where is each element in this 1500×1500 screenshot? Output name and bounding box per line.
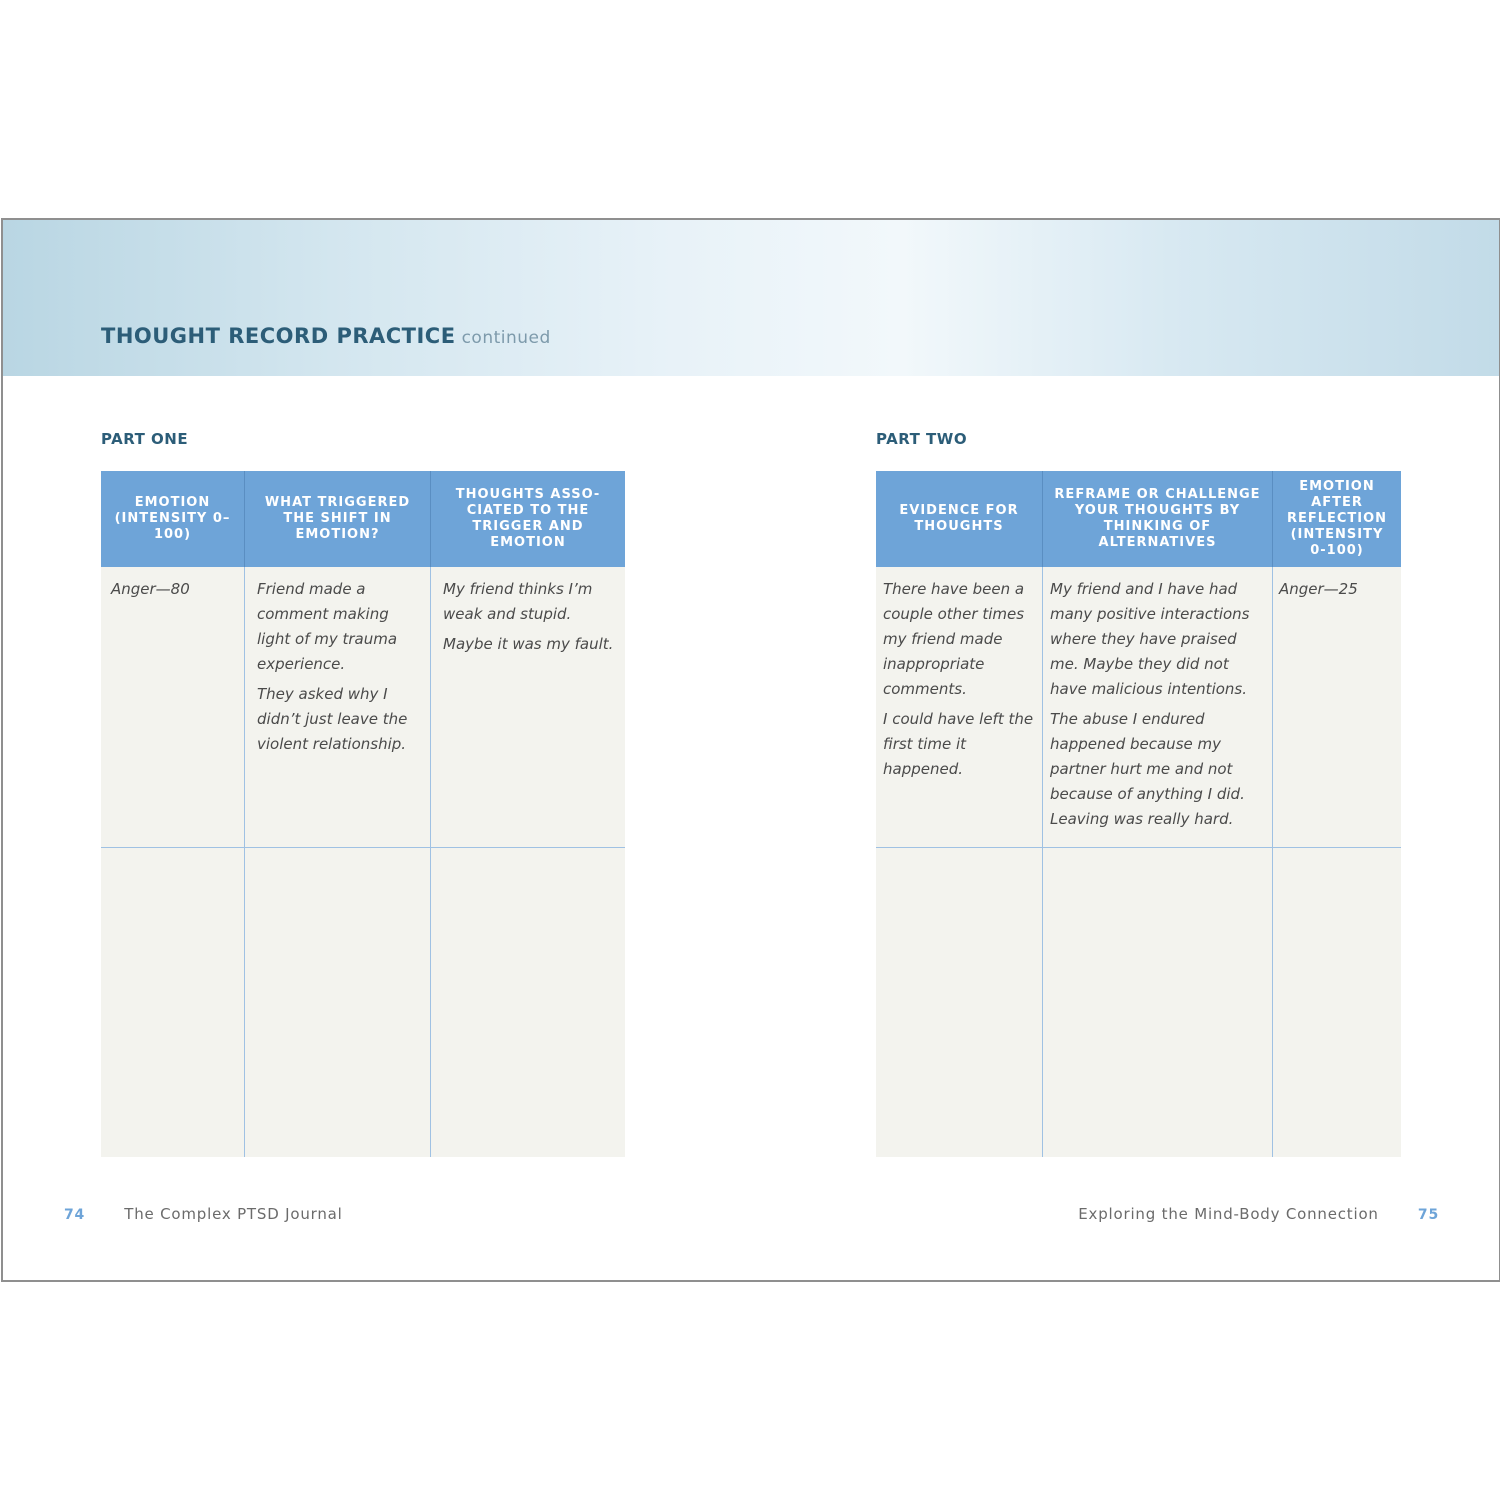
cell-empty[interactable]	[1042, 848, 1272, 1157]
part-one-table	[101, 471, 625, 1157]
part-one-body	[101, 567, 625, 1157]
col-evidence-header: EVIDENCE FOR THOUGHTS	[899, 503, 1019, 534]
table-row-empty	[101, 848, 625, 1157]
part-two-label: PART TWO	[876, 430, 968, 448]
cell-thoughts	[430, 567, 625, 847]
col-emotion-header: EMOTION (INTENSITY 0–100)	[114, 495, 231, 542]
evidence-text-2: I could have left the first time it happened.	[883, 710, 1034, 778]
col-thoughts-header: THOUGHTS ASSO-CIATED TO THE TRIGGER AND EMOTION	[430, 471, 625, 567]
cell-empty[interactable]	[1272, 848, 1401, 1157]
right-running-title: Exploring the Mind-Body Connection	[1078, 1205, 1379, 1223]
part-one-header-row	[101, 471, 625, 567]
table-row	[876, 567, 1401, 848]
trigger-text-1: Friend made a comment making light of my trauma experience.	[257, 580, 398, 673]
col-trigger-header: WHAT TRIGGERED THE SHIFT IN EMOTION?	[244, 471, 430, 567]
cell-reframe	[1042, 567, 1272, 847]
cell-evidence	[876, 567, 1042, 847]
reframe-text-2: The abuse I endured happened because my partner hurt me and not because of anything I did. Leaving was really hard.	[1050, 710, 1245, 828]
cell-empty[interactable]	[101, 848, 244, 1157]
cell-empty[interactable]	[244, 848, 430, 1157]
part-two-body	[876, 567, 1401, 1157]
part-two-table	[876, 471, 1401, 1157]
cell-trigger	[244, 567, 430, 847]
table-row	[101, 567, 625, 848]
left-running-title: The Complex PTSD Journal	[124, 1205, 343, 1223]
col-reframe-header: REFRAME OR CHALLENGE YOUR THOUGHTS BY THINKING OF ALTERNATIVES	[1042, 471, 1272, 567]
part-one-label: PART ONE	[101, 430, 189, 448]
emotion-after-text: Anger—25	[1279, 580, 1358, 598]
page-title	[101, 324, 551, 348]
thoughts-text-2: Maybe it was my fault.	[443, 635, 614, 653]
header-banner	[3, 220, 1499, 376]
evidence-text-1: There have been a couple other times my friend made inappropriate comments.	[883, 580, 1025, 698]
title-main: THOUGHT RECORD PRACTICE	[101, 324, 456, 348]
book-spread	[1, 218, 1500, 1282]
cell-empty[interactable]	[876, 848, 1042, 1157]
cell-empty[interactable]	[430, 848, 625, 1157]
trigger-text-2: They asked why I didn’t just leave the violent relationship.	[257, 685, 408, 753]
part-two-header-row	[876, 471, 1401, 567]
col-emotion-after-header: EMOTION AFTER REFLECTION (INTENSITY 0-100)	[1272, 471, 1401, 567]
cell-emotion	[101, 567, 244, 847]
right-page-number: 75	[1417, 1207, 1439, 1223]
cell-emotion-after	[1272, 567, 1401, 847]
left-footer	[64, 1205, 343, 1223]
thoughts-text-1: My friend thinks I’m weak and stupid.	[443, 580, 593, 623]
left-page-number: 74	[64, 1207, 86, 1223]
reframe-text-1: My friend and I have had many positive interactions where they have praised me. Maybe they did not have malicious intentions.	[1050, 580, 1250, 698]
right-footer	[1078, 1205, 1439, 1223]
emotion-text: Anger—80	[111, 580, 190, 598]
title-subtitle: continued	[461, 328, 551, 348]
table-row-empty	[876, 848, 1401, 1157]
